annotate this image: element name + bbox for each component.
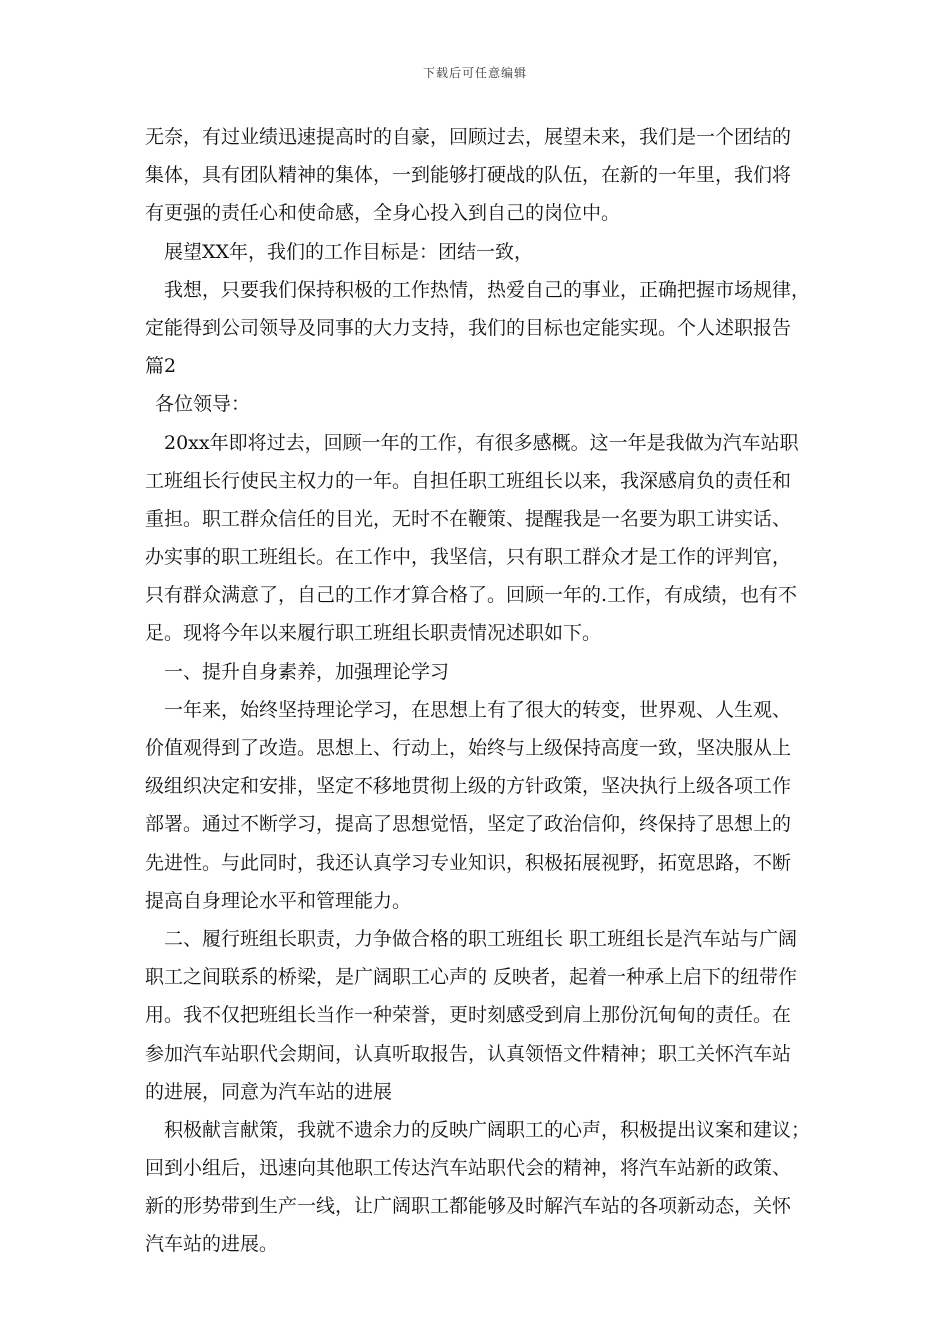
text-line: 提高自身理论水平和管理能力。 [145, 889, 412, 912]
document-body [145, 118, 815, 1264]
text-line: 展望XX年，我们的工作目标是：团结一致， [164, 240, 534, 263]
text-line: 20xx年即将过去，回顾一年的工作，有很多感概。这一年是我做为汽车站职 [164, 431, 799, 454]
text-line: 参加汽车站职代会期间，认真听取报告，认真领悟文件精神；职工关怀汽车站 [145, 1042, 792, 1065]
text-line: 级组织决定和安排，坚定不移地贯彻上级的方针政策，坚决执行上级各项工作 [145, 775, 792, 798]
text-line: 工班组长行使民主权力的一年。自担任职工班组长以来，我深感肩负的责任和 [145, 469, 792, 492]
text-line: 我想，只要我们保持积极的工作热情，热爱自己的事业，正确把握市场规律， [164, 278, 811, 301]
text-line: 只有群众满意了，自己的工作才算合格了。回顾一年的.工作，有成绩，也有不 [145, 584, 798, 607]
text-line: 篇2 [145, 355, 177, 378]
text-line: 职工之间联系的桥梁，是广阔职工心声的 反映者，起着一种承上启下的纽带作 [145, 966, 798, 989]
text-line: 汽车站的进展。 [145, 1233, 279, 1256]
text-line: 二、履行班组长职责，力争做合格的职工班组长 职工班组长是汽车站与广阔 [164, 927, 798, 950]
text-line: 用。我不仅把班组长当作一种荣誉，更时刻感受到肩上那份沉甸甸的责任。在 [145, 1004, 792, 1027]
text-line: 一年来，始终坚持理论学习，在思想上有了很大的转变，世界观、人生观、 [164, 698, 792, 721]
page-header-note: 下载后可任意编辑 [422, 66, 527, 80]
text-line: 部署。通过不断学习，提高了思想觉悟，坚定了政治信仰，终保持了思想上的 [145, 813, 792, 836]
text-line: 的进展，同意为汽车站的进展 [145, 1080, 393, 1103]
text-line: 各位领导： [155, 393, 251, 416]
text-line: 回到小组后，迅速向其他职工传达汽车站职代会的精神，将汽车站新的政策、 [145, 1157, 792, 1180]
text-line: 有更强的责任心和使命感，全身心投入到自己的岗位中。 [145, 202, 621, 225]
text-line: 重担。职工群众信任的目光，无时不在鞭策、提醒我是一名要为职工讲实话、 [145, 507, 792, 530]
text-line: 价值观得到了改造。思想上、行动上，始终与上级保持高度一致，坚决服从上 [145, 737, 792, 759]
text-line: 一、提升自身素养，加强理论学习 [164, 660, 450, 683]
text-line: 足。现将今年以来履行职工班组长职责情况述职如下。 [145, 622, 602, 645]
text-line: 积极献言献策，我就不遗余力的反映广阔职工的心声，积极提出议案和建议； [164, 1118, 811, 1141]
text-line: 定能得到公司领导及同事的大力支持，我们的目标也定能实现。个人述职报告 [145, 316, 792, 339]
text-line: 集体，具有团队精神的集体，一到能够打硬战的队伍，在新的一年里，我们将 [145, 164, 792, 187]
text-line: 无奈，有过业绩迅速提高时的自豪，回顾过去，展望未来，我们是一个团结的 [145, 126, 792, 148]
text-line: 新的形势带到生产一线，让广阔职工都能够及时解汽车站的各项新动态，关怀 [145, 1195, 792, 1218]
text-line: 先进性。与此同时，我还认真学习专业知识，积极拓展视野，拓宽思路，不断 [145, 851, 792, 874]
text-line: 办实事的职工班组长。在工作中，我坚信，只有职工群众才是工作的评判官， [145, 546, 792, 569]
